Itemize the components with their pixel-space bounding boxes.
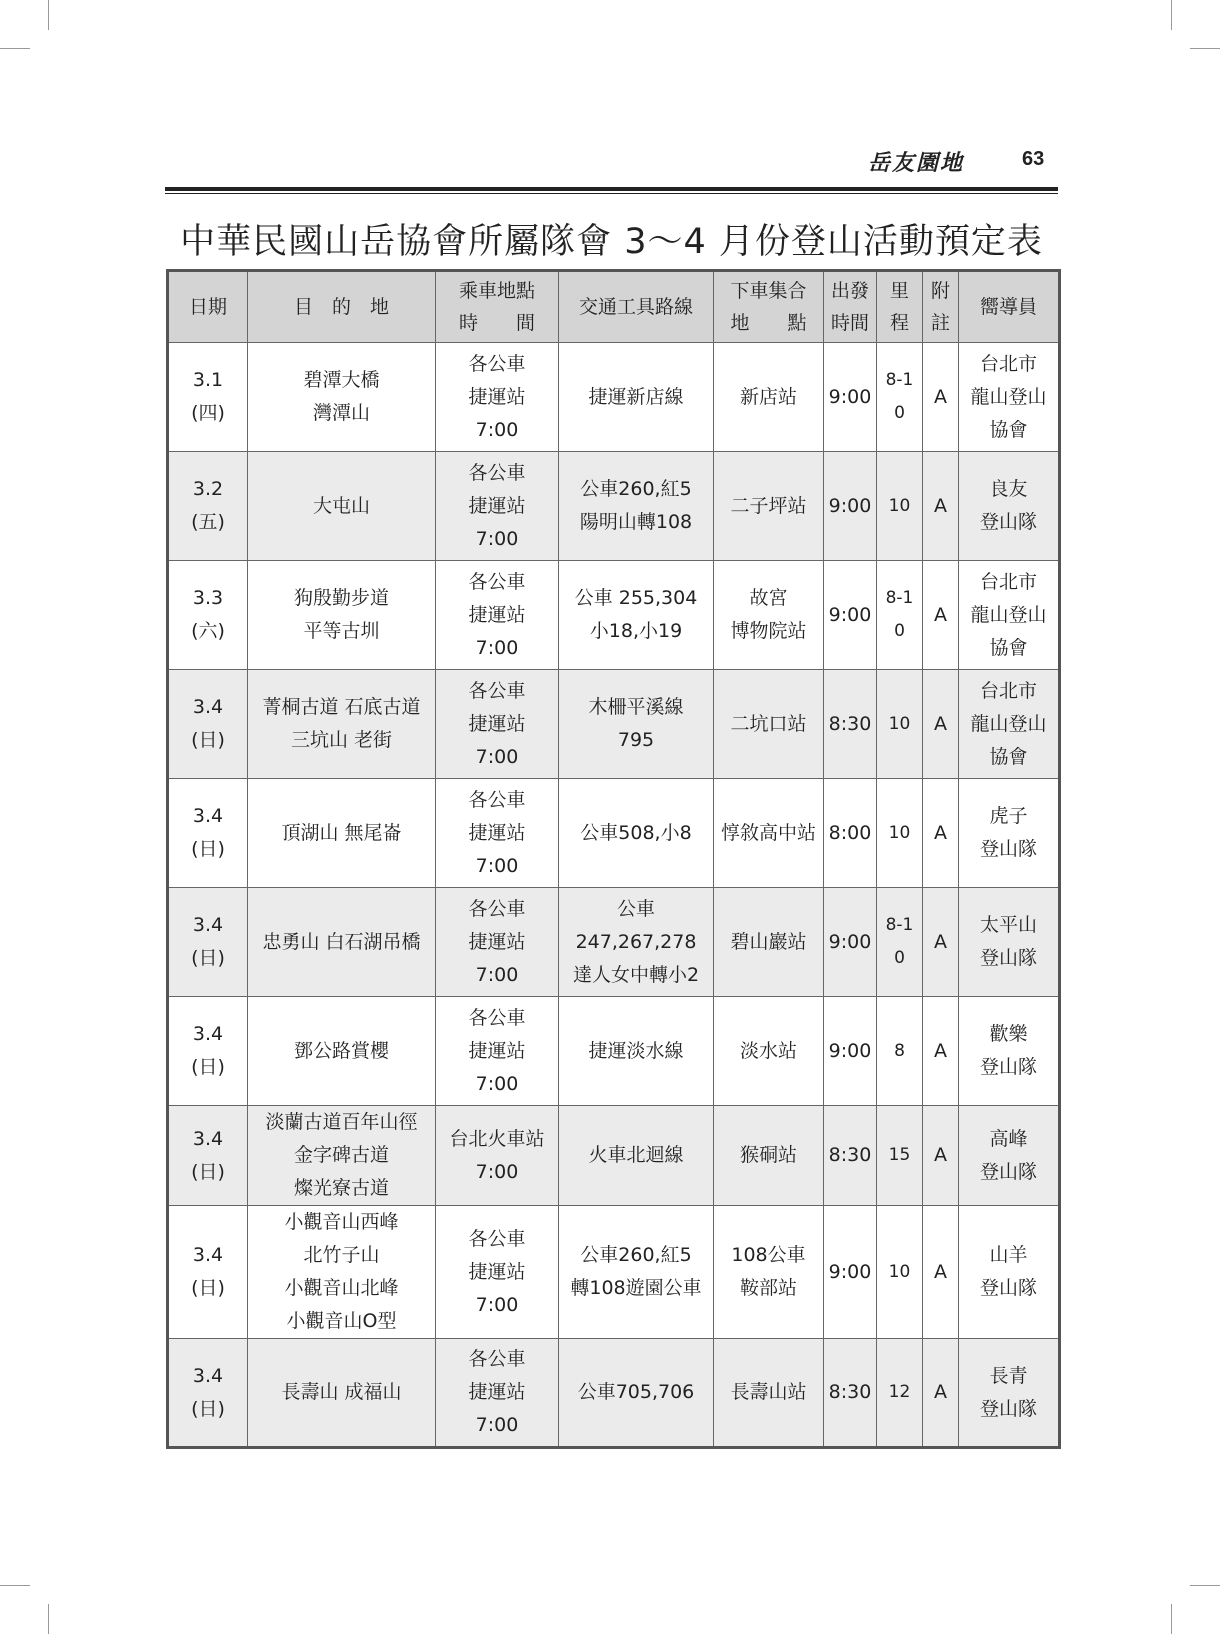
depart-time-cell bbox=[824, 561, 877, 670]
cell-line: 795 bbox=[617, 729, 655, 751]
crop-mark bbox=[1171, 1604, 1172, 1634]
table-body bbox=[168, 343, 1060, 1448]
column-header bbox=[436, 271, 559, 343]
cell-line: 小觀音山O型 bbox=[286, 1310, 397, 1332]
guide-cell bbox=[959, 343, 1060, 452]
crop-mark bbox=[1190, 1585, 1220, 1586]
cell-line: (日) bbox=[191, 947, 225, 969]
cell-line: 小18,小19 bbox=[589, 620, 683, 642]
cell-line: 台北火車站 bbox=[449, 1127, 545, 1150]
cell-line: (六) bbox=[191, 620, 225, 642]
boarding-cell bbox=[436, 779, 559, 888]
destination-cell bbox=[248, 1339, 436, 1448]
cell-line: 山羊 bbox=[989, 1244, 1028, 1266]
boarding-cell bbox=[436, 888, 559, 997]
column-header bbox=[168, 271, 248, 343]
cell-line: 陽明山轉108 bbox=[579, 511, 693, 533]
cell-line: 下車集合 bbox=[730, 280, 807, 302]
cell-line: 達人女中轉小2 bbox=[572, 963, 700, 986]
meeting-point-cell bbox=[714, 888, 824, 997]
cell-line: A bbox=[934, 821, 947, 844]
destination-cell bbox=[248, 452, 436, 561]
route-cell bbox=[559, 1206, 714, 1339]
cell-line: 協會 bbox=[989, 636, 1028, 659]
note-cell bbox=[923, 1106, 959, 1206]
cell-line: 碧潭大橋 bbox=[303, 369, 380, 391]
cell-line: 大屯山 bbox=[312, 494, 370, 517]
cell-line: 捷運站 bbox=[468, 1260, 526, 1283]
cell-line: 博物院站 bbox=[730, 620, 807, 642]
meeting-point-cell bbox=[714, 779, 824, 888]
route-cell bbox=[559, 779, 714, 888]
depart-time-cell bbox=[824, 1339, 877, 1448]
cell-line: 出發 bbox=[830, 280, 869, 302]
note-cell bbox=[923, 888, 959, 997]
distance-cell bbox=[877, 670, 923, 779]
cell-line: 惇敘高中站 bbox=[720, 821, 816, 844]
date-cell bbox=[168, 561, 248, 670]
note-cell bbox=[923, 343, 959, 452]
destination-cell bbox=[248, 561, 436, 670]
table-row bbox=[168, 997, 1060, 1106]
boarding-cell bbox=[436, 452, 559, 561]
cell-line: 嚮導員 bbox=[979, 296, 1037, 318]
cell-line: 捷運站 bbox=[468, 603, 526, 626]
column-header bbox=[714, 271, 824, 343]
column-header bbox=[877, 271, 923, 343]
cell-line: 龍山登山 bbox=[970, 603, 1047, 626]
cell-line: A bbox=[934, 1144, 947, 1166]
cell-line: 12 bbox=[888, 1382, 911, 1402]
cell-line: 乘車地點 bbox=[458, 280, 535, 302]
destination-cell bbox=[248, 997, 436, 1106]
guide-cell bbox=[959, 1206, 1060, 1339]
cell-line: 里 bbox=[889, 280, 909, 302]
route-cell bbox=[559, 997, 714, 1106]
cell-line: 北竹子山 bbox=[303, 1244, 380, 1266]
route-cell bbox=[559, 452, 714, 561]
cell-line: 龍山登山 bbox=[970, 385, 1047, 408]
depart-time-cell bbox=[824, 670, 877, 779]
date-cell bbox=[168, 670, 248, 779]
route-cell bbox=[559, 1106, 714, 1206]
cell-line: 捷運淡水線 bbox=[588, 1039, 684, 1062]
date-cell bbox=[168, 997, 248, 1106]
cell-line: 小觀音山西峰 bbox=[284, 1211, 399, 1233]
cell-line: A bbox=[934, 603, 947, 626]
cell-line: (五) bbox=[191, 511, 225, 533]
meeting-point-cell bbox=[714, 1206, 824, 1339]
destination-cell bbox=[248, 1106, 436, 1206]
cell-line: 長壽山 成福山 bbox=[281, 1381, 402, 1403]
cell-line: 各公車 bbox=[468, 570, 526, 593]
cell-line: 各公車 bbox=[468, 1348, 526, 1370]
crop-mark bbox=[1171, 0, 1172, 30]
cell-line: 燦光寮古道 bbox=[293, 1177, 389, 1199]
cell-line: A bbox=[934, 1381, 947, 1403]
depart-time-cell bbox=[824, 452, 877, 561]
guide-cell bbox=[959, 452, 1060, 561]
cell-line: 平等古圳 bbox=[303, 620, 380, 642]
guide-cell bbox=[959, 1339, 1060, 1448]
cell-line: 小觀音山北峰 bbox=[284, 1277, 399, 1299]
date-cell bbox=[168, 779, 248, 888]
cell-line: 7:00 bbox=[475, 527, 519, 550]
cell-line: 3.1 bbox=[192, 369, 224, 391]
cell-line: 淡蘭古道百年山徑 bbox=[265, 1111, 418, 1133]
cell-line: 二坑口站 bbox=[730, 712, 807, 735]
cell-line: 8-1 bbox=[885, 370, 914, 390]
cell-line: A bbox=[934, 930, 947, 953]
column-header bbox=[248, 271, 436, 343]
cell-line: 各公車 bbox=[468, 897, 526, 920]
column-header bbox=[959, 271, 1060, 343]
table-row bbox=[168, 1106, 1060, 1206]
cell-line: 0 bbox=[894, 621, 905, 641]
cell-line: 高峰 bbox=[989, 1127, 1028, 1150]
table-row bbox=[168, 452, 1060, 561]
cell-line: 10 bbox=[888, 1261, 911, 1282]
distance-cell bbox=[877, 1106, 923, 1206]
cell-line: 良友 bbox=[989, 478, 1028, 500]
crop-mark bbox=[0, 1585, 30, 1586]
cell-line: 捷運站 bbox=[468, 930, 526, 953]
note-cell bbox=[923, 1339, 959, 1448]
destination-cell bbox=[248, 779, 436, 888]
distance-cell bbox=[877, 779, 923, 888]
cell-line: 碧山巖站 bbox=[730, 930, 807, 953]
cell-line: 3.4 bbox=[192, 805, 224, 827]
depart-time-cell bbox=[824, 997, 877, 1106]
cell-line: 長壽山站 bbox=[730, 1381, 807, 1403]
crop-mark bbox=[0, 48, 30, 49]
note-cell bbox=[923, 1206, 959, 1339]
cell-line: 7:00 bbox=[475, 1160, 519, 1183]
destination-cell bbox=[248, 343, 436, 452]
cell-line: 新店站 bbox=[739, 385, 797, 408]
cell-line: 7:00 bbox=[475, 636, 519, 659]
cell-line: 捷運站 bbox=[468, 712, 526, 735]
page-number: 63 bbox=[1022, 148, 1045, 170]
cell-line: A bbox=[934, 1260, 947, 1283]
guide-cell bbox=[959, 997, 1060, 1106]
cell-line: 各公車 bbox=[468, 461, 526, 484]
cell-line: 7:00 bbox=[475, 963, 519, 986]
cell-line: (日) bbox=[191, 729, 225, 751]
cell-line: 時 間 bbox=[458, 312, 535, 334]
cell-line: 歡樂 bbox=[989, 1023, 1028, 1045]
cell-line: 灣潭山 bbox=[312, 402, 370, 424]
cell-line: 7:00 bbox=[475, 1414, 519, 1436]
column-header bbox=[824, 271, 877, 343]
cell-line: 龍山登山 bbox=[970, 712, 1047, 735]
cell-line: 日期 bbox=[188, 296, 227, 318]
cell-line: 木柵平溪線 bbox=[588, 696, 684, 718]
guide-cell bbox=[959, 779, 1060, 888]
cell-line: 8:30 bbox=[828, 712, 872, 735]
crop-mark bbox=[48, 1604, 49, 1634]
cell-line: 各公車 bbox=[468, 679, 526, 702]
cell-line: 協會 bbox=[989, 418, 1028, 441]
cell-line: 3.4 bbox=[192, 914, 224, 936]
destination-cell bbox=[248, 888, 436, 997]
cell-line: 各公車 bbox=[468, 1006, 526, 1029]
cell-line: 捷運站 bbox=[468, 821, 526, 844]
cell-line: 地 點 bbox=[730, 312, 807, 334]
date-cell bbox=[168, 1106, 248, 1206]
cell-line: 10 bbox=[888, 713, 911, 734]
boarding-cell bbox=[436, 1339, 559, 1448]
distance-cell bbox=[877, 561, 923, 670]
meeting-point-cell bbox=[714, 1339, 824, 1448]
cell-line: 鞍部站 bbox=[739, 1277, 797, 1299]
cell-line: 登山隊 bbox=[979, 1056, 1037, 1078]
cell-line: 淡水站 bbox=[739, 1039, 797, 1062]
schedule-table bbox=[166, 269, 1061, 1449]
depart-time-cell bbox=[824, 779, 877, 888]
cell-line: 登山隊 bbox=[979, 1397, 1037, 1420]
table-row bbox=[168, 1339, 1060, 1448]
cell-line: 註 bbox=[930, 312, 950, 334]
date-cell bbox=[168, 888, 248, 997]
cell-line: 公車 255,304 bbox=[574, 587, 698, 609]
cell-line: 9:00 bbox=[828, 1260, 872, 1283]
page-title: 中華民國山岳協會所屬隊會 3～4 月份登山活動預定表 bbox=[180, 222, 1043, 262]
column-header bbox=[559, 271, 714, 343]
cell-line: (日) bbox=[191, 1277, 225, 1299]
cell-line: 9:00 bbox=[828, 930, 872, 953]
cell-line: 忠勇山 白石湖吊橋 bbox=[262, 930, 421, 953]
meeting-point-cell bbox=[714, 670, 824, 779]
cell-line: 捷運站 bbox=[468, 494, 526, 517]
table-row bbox=[168, 779, 1060, 888]
crop-mark bbox=[1190, 48, 1220, 49]
meeting-point-cell bbox=[714, 452, 824, 561]
cell-line: 虎子 bbox=[989, 805, 1028, 827]
cell-line: 7:00 bbox=[475, 854, 519, 877]
cell-line: (日) bbox=[191, 1160, 225, 1183]
table-row bbox=[168, 561, 1060, 670]
guide-cell bbox=[959, 670, 1060, 779]
cell-line: A bbox=[934, 385, 947, 408]
cell-line: A bbox=[934, 712, 947, 735]
cell-line: 頂湖山 無尾崙 bbox=[281, 821, 402, 844]
header-rule bbox=[165, 187, 1058, 191]
cell-line: 9:00 bbox=[828, 603, 872, 626]
route-cell bbox=[559, 1339, 714, 1448]
table-row bbox=[168, 888, 1060, 997]
cell-line: 公車705,706 bbox=[577, 1381, 695, 1403]
guide-cell bbox=[959, 561, 1060, 670]
cell-line: (四) bbox=[191, 402, 225, 424]
cell-line: 各公車 bbox=[468, 352, 526, 375]
cell-line: 交通工具路線 bbox=[578, 296, 693, 318]
date-cell bbox=[168, 452, 248, 561]
cell-line: 登山隊 bbox=[979, 947, 1037, 969]
cell-line: 各公車 bbox=[468, 788, 526, 811]
cell-line: 各公車 bbox=[468, 1227, 526, 1250]
cell-line: (日) bbox=[191, 1397, 225, 1420]
boarding-cell bbox=[436, 1206, 559, 1339]
distance-cell bbox=[877, 1206, 923, 1339]
cell-line: 捷運站 bbox=[468, 385, 526, 408]
cell-line: 15 bbox=[888, 1145, 911, 1165]
cell-line: 協會 bbox=[989, 745, 1028, 768]
cell-line: 3.4 bbox=[192, 1244, 224, 1266]
cell-line: 公車 bbox=[616, 897, 655, 920]
cell-line: 捷運站 bbox=[468, 1381, 526, 1403]
distance-cell bbox=[877, 888, 923, 997]
meeting-point-cell bbox=[714, 343, 824, 452]
route-cell bbox=[559, 561, 714, 670]
cell-line: 8-1 bbox=[885, 915, 914, 935]
depart-time-cell bbox=[824, 888, 877, 997]
route-cell bbox=[559, 343, 714, 452]
cell-line: 9:00 bbox=[828, 1039, 872, 1062]
boarding-cell bbox=[436, 1106, 559, 1206]
guide-cell bbox=[959, 1106, 1060, 1206]
note-cell bbox=[923, 779, 959, 888]
crop-mark bbox=[48, 0, 49, 30]
cell-line: 3.2 bbox=[192, 478, 224, 500]
cell-line: 7:00 bbox=[475, 745, 519, 768]
boarding-cell bbox=[436, 343, 559, 452]
cell-line: 時間 bbox=[830, 312, 869, 334]
date-cell bbox=[168, 1339, 248, 1448]
cell-line: 公車508,小8 bbox=[580, 821, 692, 844]
depart-time-cell bbox=[824, 1106, 877, 1206]
table-row bbox=[168, 670, 1060, 779]
cell-line: 太平山 bbox=[979, 914, 1037, 936]
cell-line: 8:30 bbox=[828, 1144, 872, 1166]
note-cell bbox=[923, 670, 959, 779]
cell-line: 捷運新店線 bbox=[588, 385, 684, 408]
cell-line: A bbox=[934, 1039, 947, 1062]
cell-line: 火車北迴線 bbox=[588, 1144, 684, 1166]
cell-line: 公車260,紅5 bbox=[580, 478, 692, 500]
cell-line: 0 bbox=[894, 948, 905, 968]
boarding-cell bbox=[436, 561, 559, 670]
cell-line: 故宮 bbox=[749, 587, 788, 609]
cell-line: 247,267,278 bbox=[575, 930, 697, 953]
cell-line: 台北市 bbox=[979, 352, 1037, 375]
note-cell bbox=[923, 997, 959, 1106]
cell-line: 登山隊 bbox=[979, 511, 1037, 533]
cell-line: 3.4 bbox=[192, 696, 224, 718]
cell-line: 8:00 bbox=[828, 821, 872, 844]
column-header bbox=[923, 271, 959, 343]
date-cell bbox=[168, 343, 248, 452]
cell-line: 10 bbox=[888, 822, 911, 843]
route-cell bbox=[559, 888, 714, 997]
distance-cell bbox=[877, 452, 923, 561]
cell-line: 9:00 bbox=[828, 385, 872, 408]
note-cell bbox=[923, 452, 959, 561]
cell-line: 程 bbox=[889, 312, 909, 334]
meeting-point-cell bbox=[714, 1106, 824, 1206]
cell-line: 3.4 bbox=[192, 1364, 224, 1387]
meeting-point-cell bbox=[714, 997, 824, 1106]
distance-cell bbox=[877, 343, 923, 452]
cell-line: 3.3 bbox=[192, 587, 224, 609]
distance-cell bbox=[877, 1339, 923, 1448]
cell-line: 登山隊 bbox=[979, 838, 1037, 860]
table-header-row bbox=[168, 271, 1060, 343]
cell-line: 登山隊 bbox=[979, 1160, 1037, 1183]
cell-line: 108公車 bbox=[731, 1244, 806, 1266]
table-row bbox=[168, 343, 1060, 452]
cell-line: 登山隊 bbox=[979, 1277, 1037, 1299]
cell-line: 目 的 地 bbox=[293, 296, 389, 318]
cell-line: 狗殷勤步道 bbox=[293, 587, 389, 609]
depart-time-cell bbox=[824, 1206, 877, 1339]
section-title: 岳友園地 bbox=[868, 150, 965, 176]
cell-line: 三坑山 老街 bbox=[290, 729, 393, 751]
cell-line: 台北市 bbox=[979, 679, 1037, 702]
cell-line: 7:00 bbox=[475, 1293, 519, 1316]
note-cell bbox=[923, 561, 959, 670]
cell-line: 9:00 bbox=[828, 494, 872, 517]
cell-line: 猴硐站 bbox=[739, 1144, 797, 1166]
cell-line: (日) bbox=[191, 1056, 225, 1078]
cell-line: 7:00 bbox=[475, 418, 519, 441]
cell-line: 公車260,紅5 bbox=[580, 1244, 692, 1266]
boarding-cell bbox=[436, 670, 559, 779]
cell-line: 長青 bbox=[989, 1364, 1028, 1387]
cell-line: 二子坪站 bbox=[730, 494, 807, 517]
cell-line: (日) bbox=[191, 838, 225, 860]
cell-line: 附 bbox=[930, 280, 950, 302]
cell-line: 台北市 bbox=[979, 570, 1037, 593]
cell-line: 菁桐古道 石底古道 bbox=[262, 696, 421, 718]
cell-line: 3.4 bbox=[192, 1127, 224, 1150]
guide-cell bbox=[959, 888, 1060, 997]
boarding-cell bbox=[436, 997, 559, 1106]
table-row bbox=[168, 1206, 1060, 1339]
distance-cell bbox=[877, 997, 923, 1106]
cell-line: 捷運站 bbox=[468, 1039, 526, 1062]
cell-line: 8 bbox=[894, 1040, 905, 1061]
header-rule-thin bbox=[165, 193, 1058, 194]
meeting-point-cell bbox=[714, 561, 824, 670]
date-cell bbox=[168, 1206, 248, 1339]
destination-cell bbox=[248, 1206, 436, 1339]
cell-line: 金字碑古道 bbox=[293, 1144, 389, 1166]
cell-line: 8:30 bbox=[828, 1381, 872, 1403]
route-cell bbox=[559, 670, 714, 779]
cell-line: 10 bbox=[888, 495, 911, 516]
cell-line: 3.4 bbox=[192, 1023, 224, 1045]
cell-line: 鄧公路賞櫻 bbox=[293, 1039, 389, 1062]
cell-line: 0 bbox=[894, 403, 905, 423]
cell-line: A bbox=[934, 494, 947, 517]
depart-time-cell bbox=[824, 343, 877, 452]
cell-line: 轉108遊園公車 bbox=[570, 1277, 702, 1299]
destination-cell bbox=[248, 670, 436, 779]
cell-line: 8-1 bbox=[885, 588, 914, 608]
cell-line: 7:00 bbox=[475, 1072, 519, 1095]
